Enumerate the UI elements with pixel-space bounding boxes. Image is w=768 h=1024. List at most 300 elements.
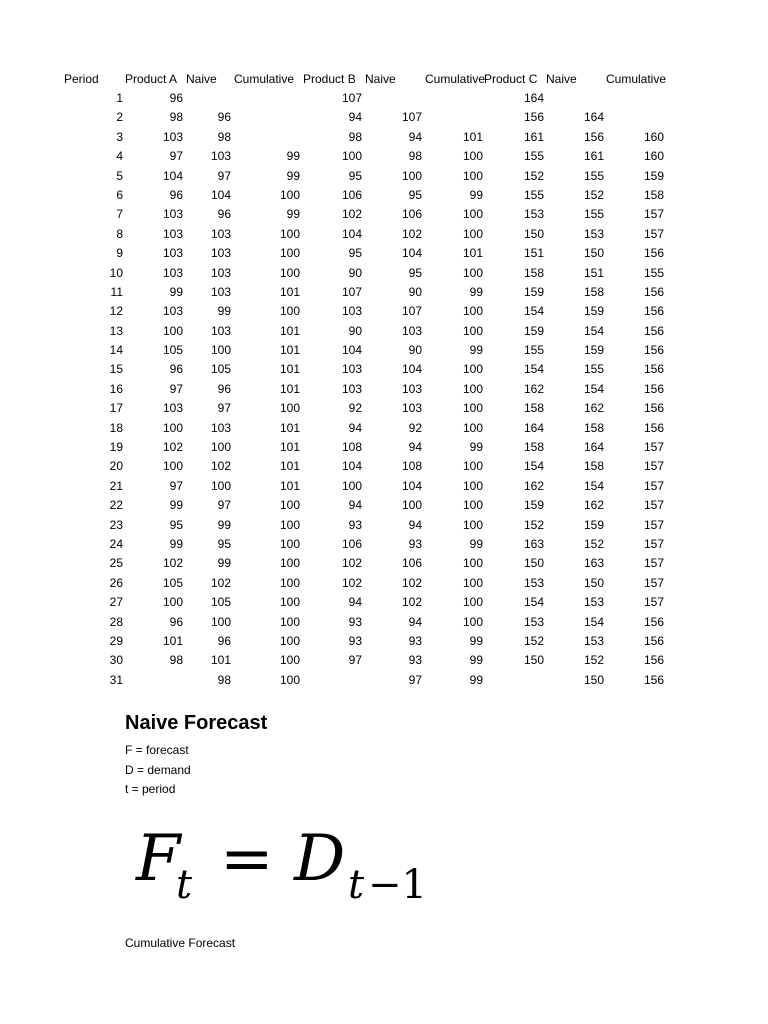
table-row	[0, 341, 700, 360]
cell-naive-b: 100	[401, 168, 422, 183]
cell-naive-c: 161	[583, 149, 604, 164]
cell-period: 21	[109, 478, 123, 493]
header-cumulative-c: Cumulative	[606, 72, 666, 86]
cell-cumulative-a: 101	[279, 420, 300, 435]
cell-period: 13	[109, 323, 123, 338]
cell-cumulative-a: 100	[279, 517, 300, 532]
cell-naive-c: 151	[583, 265, 604, 280]
cell-naive-a: 104	[210, 187, 231, 202]
cell-naive-c: 155	[583, 362, 604, 377]
cell-product-a: 99	[169, 536, 183, 551]
cell-naive-c: 154	[583, 614, 604, 629]
cell-naive-c: 155	[583, 168, 604, 183]
cell-product-a: 100	[162, 459, 183, 474]
table-row	[0, 128, 700, 147]
cell-product-b: 94	[348, 420, 362, 435]
table-row	[0, 399, 700, 418]
cell-product-b: 106	[341, 187, 362, 202]
cell-product-c: 153	[523, 207, 544, 222]
cell-product-a: 98	[169, 653, 183, 668]
cell-product-c: 152	[523, 517, 544, 532]
cell-period: 2	[116, 110, 123, 125]
cell-product-c: 154	[523, 304, 544, 319]
cell-cumulative-b: 99	[469, 653, 483, 668]
cell-cumulative-a: 101	[279, 440, 300, 455]
cell-naive-b: 92	[408, 420, 422, 435]
cell-naive-b: 94	[408, 517, 422, 532]
cell-naive-a: 103	[210, 420, 231, 435]
cell-cumulative-a: 101	[279, 459, 300, 474]
cell-product-a: 103	[162, 265, 183, 280]
cell-cumulative-a: 100	[279, 498, 300, 513]
cell-product-c: 154	[523, 459, 544, 474]
cell-product-a: 100	[162, 595, 183, 610]
cell-cumulative-c: 157	[643, 207, 664, 222]
cell-product-c: 161	[523, 129, 544, 144]
cell-cumulative-a: 100	[279, 536, 300, 551]
cell-cumulative-c: 156	[643, 362, 664, 377]
cell-product-c: 153	[523, 614, 544, 629]
cell-product-c: 155	[523, 149, 544, 164]
cell-product-b: 92	[348, 401, 362, 416]
definition-forecast: F = forecast	[125, 743, 189, 757]
svg-text:D: D	[294, 822, 346, 896]
cell-product-a: 103	[162, 401, 183, 416]
cell-product-b: 107	[341, 284, 362, 299]
svg-text:=: =	[220, 822, 274, 896]
cell-period: 25	[109, 556, 123, 571]
cell-period: 22	[109, 498, 123, 513]
cell-period: 29	[109, 633, 123, 648]
cell-product-a: 95	[169, 517, 183, 532]
cell-cumulative-a: 101	[279, 284, 300, 299]
cell-product-b: 108	[341, 440, 362, 455]
table-row	[0, 438, 700, 457]
cell-product-c: 155	[523, 187, 544, 202]
cell-naive-b: 102	[401, 595, 422, 610]
cell-cumulative-b: 100	[462, 420, 483, 435]
cell-product-a: 104	[162, 168, 183, 183]
cell-period: 20	[109, 459, 123, 474]
cell-naive-a: 99	[217, 556, 231, 571]
table-row	[0, 554, 700, 573]
cell-cumulative-c: 157	[643, 498, 664, 513]
cell-naive-a: 103	[210, 284, 231, 299]
svg-text:t: t	[348, 862, 365, 908]
cell-cumulative-c: 155	[643, 265, 664, 280]
cell-naive-a: 100	[210, 614, 231, 629]
cell-cumulative-b: 100	[462, 595, 483, 610]
cell-naive-b: 98	[408, 149, 422, 164]
cell-product-b: 102	[341, 575, 362, 590]
cell-cumulative-a: 101	[279, 478, 300, 493]
cell-period: 30	[109, 653, 123, 668]
cell-product-c: 150	[523, 653, 544, 668]
cell-naive-a: 101	[210, 653, 231, 668]
cell-product-c: 159	[523, 498, 544, 513]
cell-cumulative-c: 156	[643, 614, 664, 629]
cell-cumulative-a: 101	[279, 381, 300, 396]
table-row	[0, 244, 700, 263]
table-row	[0, 264, 700, 283]
cell-naive-a: 96	[217, 207, 231, 222]
cell-cumulative-b: 101	[462, 129, 483, 144]
table-row	[0, 457, 700, 476]
cell-cumulative-c: 157	[643, 226, 664, 241]
cell-period: 7	[116, 207, 123, 222]
cell-product-a: 96	[169, 187, 183, 202]
cell-naive-c: 158	[583, 459, 604, 474]
header-cumulative-a: Cumulative	[234, 72, 295, 86]
cell-naive-c: 154	[583, 478, 604, 493]
cell-cumulative-c: 157	[643, 575, 664, 590]
cell-product-a: 103	[162, 246, 183, 261]
cell-period: 15	[109, 362, 123, 377]
cell-product-a: 96	[169, 91, 183, 105]
cell-product-b: 104	[341, 343, 362, 358]
cell-product-b: 102	[341, 207, 362, 222]
cell-cumulative-a: 100	[279, 304, 300, 319]
cell-naive-a: 103	[210, 226, 231, 241]
cell-cumulative-a: 100	[279, 246, 300, 261]
cell-naive-b: 93	[408, 633, 422, 648]
cell-period: 10	[109, 265, 123, 280]
cell-naive-c: 159	[583, 517, 604, 532]
cell-cumulative-b: 100	[462, 207, 483, 222]
cell-naive-c: 152	[583, 187, 604, 202]
cell-cumulative-a: 100	[279, 653, 300, 668]
cell-cumulative-b: 101	[462, 246, 483, 261]
cell-product-c: 150	[523, 556, 544, 571]
cell-cumulative-a: 100	[279, 556, 300, 571]
table-row	[0, 477, 700, 496]
cell-product-c: 156	[523, 110, 544, 125]
cell-naive-b: 102	[401, 575, 422, 590]
cell-cumulative-b: 99	[469, 440, 483, 455]
cell-cumulative-c: 158	[643, 187, 664, 202]
cell-cumulative-b: 100	[462, 459, 483, 474]
cell-cumulative-c: 156	[643, 420, 664, 435]
formula-svg	[128, 808, 468, 908]
section-title: Naive Forecast	[125, 712, 268, 734]
cell-cumulative-c: 156	[643, 381, 664, 396]
cell-product-b: 97	[348, 653, 362, 668]
cell-period: 26	[109, 575, 123, 590]
cell-period: 28	[109, 614, 123, 629]
cell-cumulative-a: 99	[286, 168, 300, 183]
cell-cumulative-b: 99	[469, 284, 483, 299]
cell-naive-b: 104	[401, 246, 422, 261]
cell-cumulative-b: 100	[462, 401, 483, 416]
header-product-a: Product A	[125, 72, 178, 86]
cell-product-a: 99	[169, 498, 183, 513]
cell-product-b: 93	[348, 633, 362, 648]
cell-naive-b: 95	[408, 187, 422, 202]
cell-product-a: 96	[169, 614, 183, 629]
cell-product-b: 95	[348, 246, 362, 261]
cell-naive-a: 97	[217, 498, 231, 513]
cell-period: 12	[109, 304, 123, 319]
cell-naive-a: 102	[210, 459, 231, 474]
cell-product-a: 97	[169, 478, 183, 493]
cell-cumulative-c: 157	[643, 478, 664, 493]
cell-product-a: 102	[162, 556, 183, 571]
cell-product-c: 159	[523, 284, 544, 299]
cell-cumulative-b: 100	[462, 381, 483, 396]
cell-naive-a: 100	[210, 478, 231, 493]
formula-image	[128, 808, 468, 908]
cell-product-c: 155	[523, 343, 544, 358]
cell-naive-c: 164	[583, 440, 604, 455]
cell-naive-c: 158	[583, 284, 604, 299]
cell-product-b: 103	[341, 304, 362, 319]
cell-naive-c: 162	[583, 498, 604, 513]
cell-product-b: 93	[348, 614, 362, 629]
cell-product-a: 98	[169, 110, 183, 125]
cell-cumulative-a: 101	[279, 343, 300, 358]
cell-naive-c: 156	[583, 129, 604, 144]
cell-cumulative-c: 156	[643, 304, 664, 319]
cell-cumulative-b: 100	[462, 478, 483, 493]
cell-product-a: 97	[169, 381, 183, 396]
table-row	[0, 108, 700, 127]
cell-naive-b: 93	[408, 536, 422, 551]
cell-cumulative-b: 100	[462, 226, 483, 241]
cell-cumulative-c: 156	[643, 284, 664, 299]
cell-naive-c: 153	[583, 226, 604, 241]
header-naive-c: Naive	[546, 72, 577, 86]
cell-product-c: 152	[523, 633, 544, 648]
cell-product-c: 150	[523, 226, 544, 241]
cell-cumulative-c: 157	[643, 595, 664, 610]
cell-cumulative-b: 100	[462, 265, 483, 280]
cell-cumulative-a: 100	[279, 595, 300, 610]
cell-product-b: 90	[348, 323, 362, 338]
cell-naive-b: 94	[408, 129, 422, 144]
cell-naive-a: 102	[210, 575, 231, 590]
cell-product-b: 95	[348, 168, 362, 183]
cell-product-c: 154	[523, 595, 544, 610]
cell-cumulative-c: 156	[643, 672, 664, 687]
cell-product-a: 103	[162, 207, 183, 222]
cell-naive-c: 162	[583, 401, 604, 416]
cell-naive-c: 159	[583, 304, 604, 319]
cell-naive-c: 153	[583, 595, 604, 610]
cell-product-a: 99	[169, 284, 183, 299]
cell-product-c: 164	[523, 420, 544, 435]
cell-product-b: 100	[341, 149, 362, 164]
cell-product-c: 151	[523, 246, 544, 261]
cell-cumulative-b: 99	[469, 536, 483, 551]
cell-cumulative-b: 99	[469, 187, 483, 202]
cell-period: 18	[109, 420, 123, 435]
cell-product-a: 102	[162, 440, 183, 455]
cell-product-a: 103	[162, 226, 183, 241]
cell-product-a: 100	[162, 323, 183, 338]
cell-product-c: 158	[523, 440, 544, 455]
cell-naive-b: 102	[401, 226, 422, 241]
cell-product-a: 103	[162, 304, 183, 319]
cell-cumulative-c: 156	[643, 246, 664, 261]
cell-cumulative-a: 100	[279, 633, 300, 648]
cell-naive-c: 154	[583, 323, 604, 338]
cell-period: 1	[116, 91, 123, 105]
cell-naive-a: 99	[217, 517, 231, 532]
cell-period: 16	[109, 381, 123, 396]
cell-period: 6	[116, 187, 123, 202]
cell-cumulative-b: 99	[469, 633, 483, 648]
cell-naive-c: 154	[583, 381, 604, 396]
cell-product-b: 104	[341, 226, 362, 241]
definition-demand: D = demand	[125, 762, 191, 777]
cell-product-b: 93	[348, 517, 362, 532]
cell-cumulative-c: 156	[643, 653, 664, 668]
cell-naive-b: 107	[401, 110, 422, 125]
cell-naive-b: 104	[401, 362, 422, 377]
table-row	[0, 302, 700, 321]
cell-naive-a: 96	[217, 381, 231, 396]
cell-product-b: 90	[348, 265, 362, 280]
cell-naive-a: 105	[210, 595, 231, 610]
cell-naive-a: 103	[210, 149, 231, 164]
cell-naive-c: 163	[583, 556, 604, 571]
cell-product-b: 106	[341, 536, 362, 551]
cell-cumulative-c: 160	[643, 129, 664, 144]
cell-cumulative-a: 100	[279, 672, 300, 687]
cell-product-c: 162	[523, 478, 544, 493]
cell-cumulative-b: 99	[469, 672, 483, 687]
cell-product-c: 164	[523, 91, 544, 105]
cell-period: 8	[116, 226, 123, 241]
cell-naive-b: 106	[401, 207, 422, 222]
table-row	[0, 283, 700, 302]
table-row	[0, 574, 700, 593]
table-row	[0, 535, 700, 554]
table-row	[0, 671, 700, 690]
cell-period: 17	[109, 401, 123, 416]
table-row	[0, 516, 700, 535]
cell-period: 27	[109, 595, 123, 610]
cell-cumulative-b: 100	[462, 614, 483, 629]
cell-naive-b: 95	[408, 265, 422, 280]
cell-period: 4	[116, 149, 123, 164]
cell-product-b: 107	[341, 91, 362, 105]
cell-cumulative-a: 100	[279, 614, 300, 629]
cell-cumulative-b: 100	[462, 323, 483, 338]
table-row	[0, 380, 700, 399]
cell-naive-a: 96	[217, 633, 231, 648]
cell-naive-c: 153	[583, 633, 604, 648]
cell-product-c: 163	[523, 536, 544, 551]
cell-naive-c: 155	[583, 207, 604, 222]
cell-cumulative-b: 100	[462, 498, 483, 513]
cell-naive-b: 106	[401, 556, 422, 571]
cell-product-a: 96	[169, 362, 183, 377]
cell-naive-a: 97	[217, 401, 231, 416]
cell-cumulative-a: 100	[279, 187, 300, 202]
svg-text:F: F	[136, 822, 181, 896]
cell-product-b: 103	[341, 381, 362, 396]
cell-cumulative-a: 100	[279, 226, 300, 241]
cell-naive-b: 107	[401, 304, 422, 319]
table-row	[0, 593, 700, 612]
header-product-b: Product B	[303, 72, 356, 86]
cell-naive-b: 97	[408, 672, 422, 687]
cell-naive-a: 100	[210, 343, 231, 358]
cell-cumulative-c: 157	[643, 440, 664, 455]
svg-text:−1: −1	[368, 862, 427, 908]
data-rows	[0, 89, 700, 690]
cell-period: 3	[116, 129, 123, 144]
cell-cumulative-a: 100	[279, 401, 300, 416]
definitions	[125, 741, 191, 800]
cell-period: 24	[109, 536, 123, 551]
table-row	[0, 205, 700, 224]
cell-product-c: 153	[523, 575, 544, 590]
cell-cumulative-c: 157	[643, 556, 664, 571]
table-row	[0, 613, 700, 632]
cell-cumulative-c: 156	[643, 343, 664, 358]
table-row	[0, 225, 700, 244]
table-row	[0, 360, 700, 379]
cell-product-a: 101	[162, 633, 183, 648]
cell-naive-c: 150	[583, 672, 604, 687]
cell-cumulative-a: 101	[279, 362, 300, 377]
cell-cumulative-b: 100	[462, 362, 483, 377]
cell-period: 31	[109, 672, 123, 687]
cell-cumulative-b: 99	[469, 343, 483, 358]
cell-naive-a: 95	[217, 536, 231, 551]
cell-naive-b: 90	[408, 284, 422, 299]
cell-product-b: 102	[341, 556, 362, 571]
cell-cumulative-c: 160	[643, 149, 664, 164]
cell-product-b: 104	[341, 459, 362, 474]
cell-cumulative-b: 100	[462, 556, 483, 571]
cell-naive-b: 94	[408, 614, 422, 629]
header-product-c: Product C	[484, 72, 538, 86]
cell-naive-a: 103	[210, 323, 231, 338]
cell-product-b: 94	[348, 595, 362, 610]
cell-naive-c: 152	[583, 536, 604, 551]
cell-product-c: 152	[523, 168, 544, 183]
table-row	[0, 632, 700, 651]
cell-naive-b: 103	[401, 381, 422, 396]
cell-naive-c: 164	[583, 110, 604, 125]
header-naive-a: Naive	[186, 72, 217, 86]
cell-period: 23	[109, 517, 123, 532]
table-row	[0, 147, 700, 166]
cell-cumulative-c: 156	[643, 323, 664, 338]
cell-product-a: 97	[169, 149, 183, 164]
cell-cumulative-a: 100	[279, 265, 300, 280]
cell-naive-b: 93	[408, 653, 422, 668]
cell-naive-a: 97	[217, 168, 231, 183]
cumulative-forecast-label: Cumulative Forecast	[125, 936, 236, 950]
cell-naive-c: 158	[583, 420, 604, 435]
cell-naive-c: 150	[583, 575, 604, 590]
cell-product-b: 100	[341, 478, 362, 493]
header-naive-b: Naive	[365, 72, 396, 86]
cell-cumulative-b: 100	[462, 517, 483, 532]
cell-product-a: 105	[162, 575, 183, 590]
cell-product-c: 159	[523, 323, 544, 338]
cell-naive-b: 94	[408, 440, 422, 455]
table-row	[0, 496, 700, 515]
cell-naive-b: 90	[408, 343, 422, 358]
cell-naive-c: 159	[583, 343, 604, 358]
cell-naive-b: 104	[401, 478, 422, 493]
cell-naive-a: 103	[210, 265, 231, 280]
